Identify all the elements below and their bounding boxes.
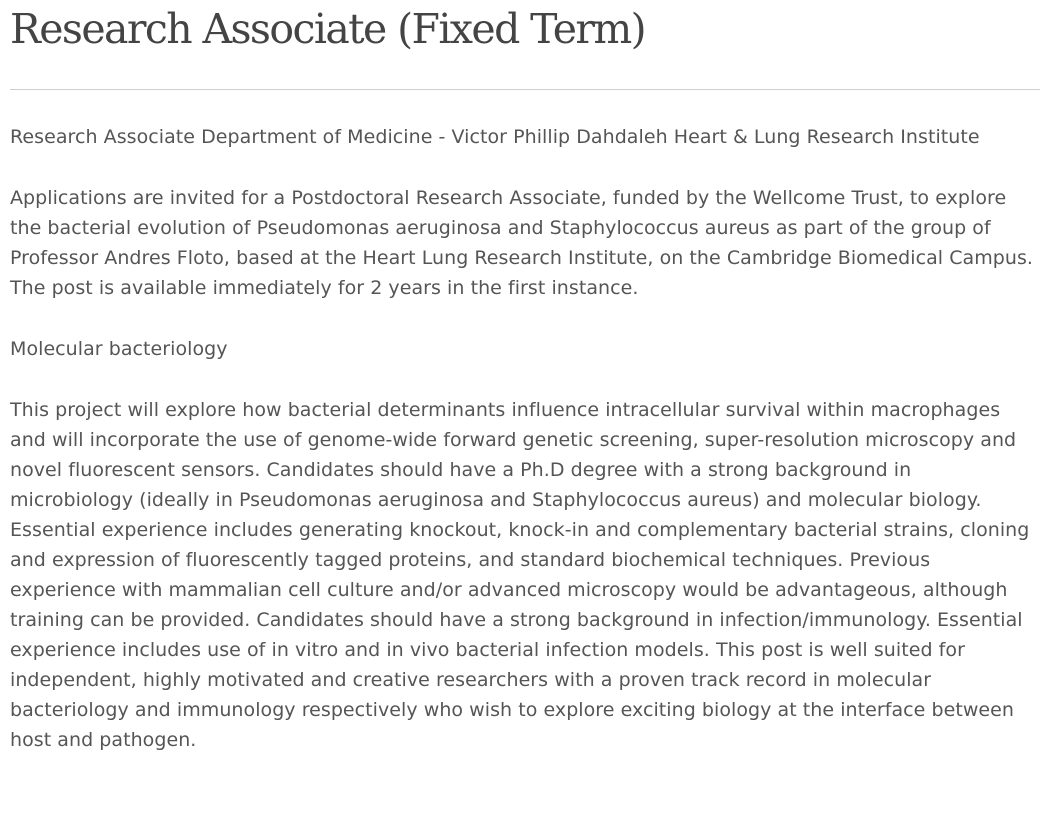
job-description-body — [10, 122, 1040, 786]
description-paragraph: This project will explore how bacterial determinants influence intracellular survival within macrophages and will incorporate the use of genome-wide forward genetic screening, super-resolution microscopy and novel fluorescent sensors. Candidates should have a Ph.D degree with a strong background in microbiology (ideally in Pseudomonas aeruginosa and Staphylococcus aureus) and molecular biology. Essential experience includes generating knockout, knock-in and complementary bacterial strains, cloning and expression of fluorescently tagged proteins, and standard biochemical techniques. Previous experience with mammalian cell culture and/or advanced microscopy would be advantageous, although training can be provided. Candidates should have a strong background in infection/immunology. Essential experience includes use of in vitro and in vivo bacterial infection models. This post is well suited for independent, highly motivated and creative researchers with a proven track record in molecular bacteriology and immunology respectively who wish to explore exciting biology at the interface between host and pathogen. — [10, 399, 1030, 751]
intro-paragraph: Applications are invited for a Postdoctoral Research Associate, funded by the Wellcome Trust, to explore the bacterial evolution of Pseudomonas aeruginosa and Staphylococcus aureus as part of the group of Professor Andres Floto, based at the Heart Lung Research Institute, on the Cambridge Biomedical Campus. The post is available immediately for 2 years in the first instance. — [10, 187, 1034, 299]
page-title: Research Associate (Fixed Term) — [10, 5, 646, 53]
section-heading: Molecular bacteriology — [10, 338, 228, 360]
job-subtitle: Research Associate Department of Medicine - Victor Phillip Dahdaleh Heart & Lung Research Institute — [10, 126, 980, 148]
title-divider — [10, 89, 1040, 90]
